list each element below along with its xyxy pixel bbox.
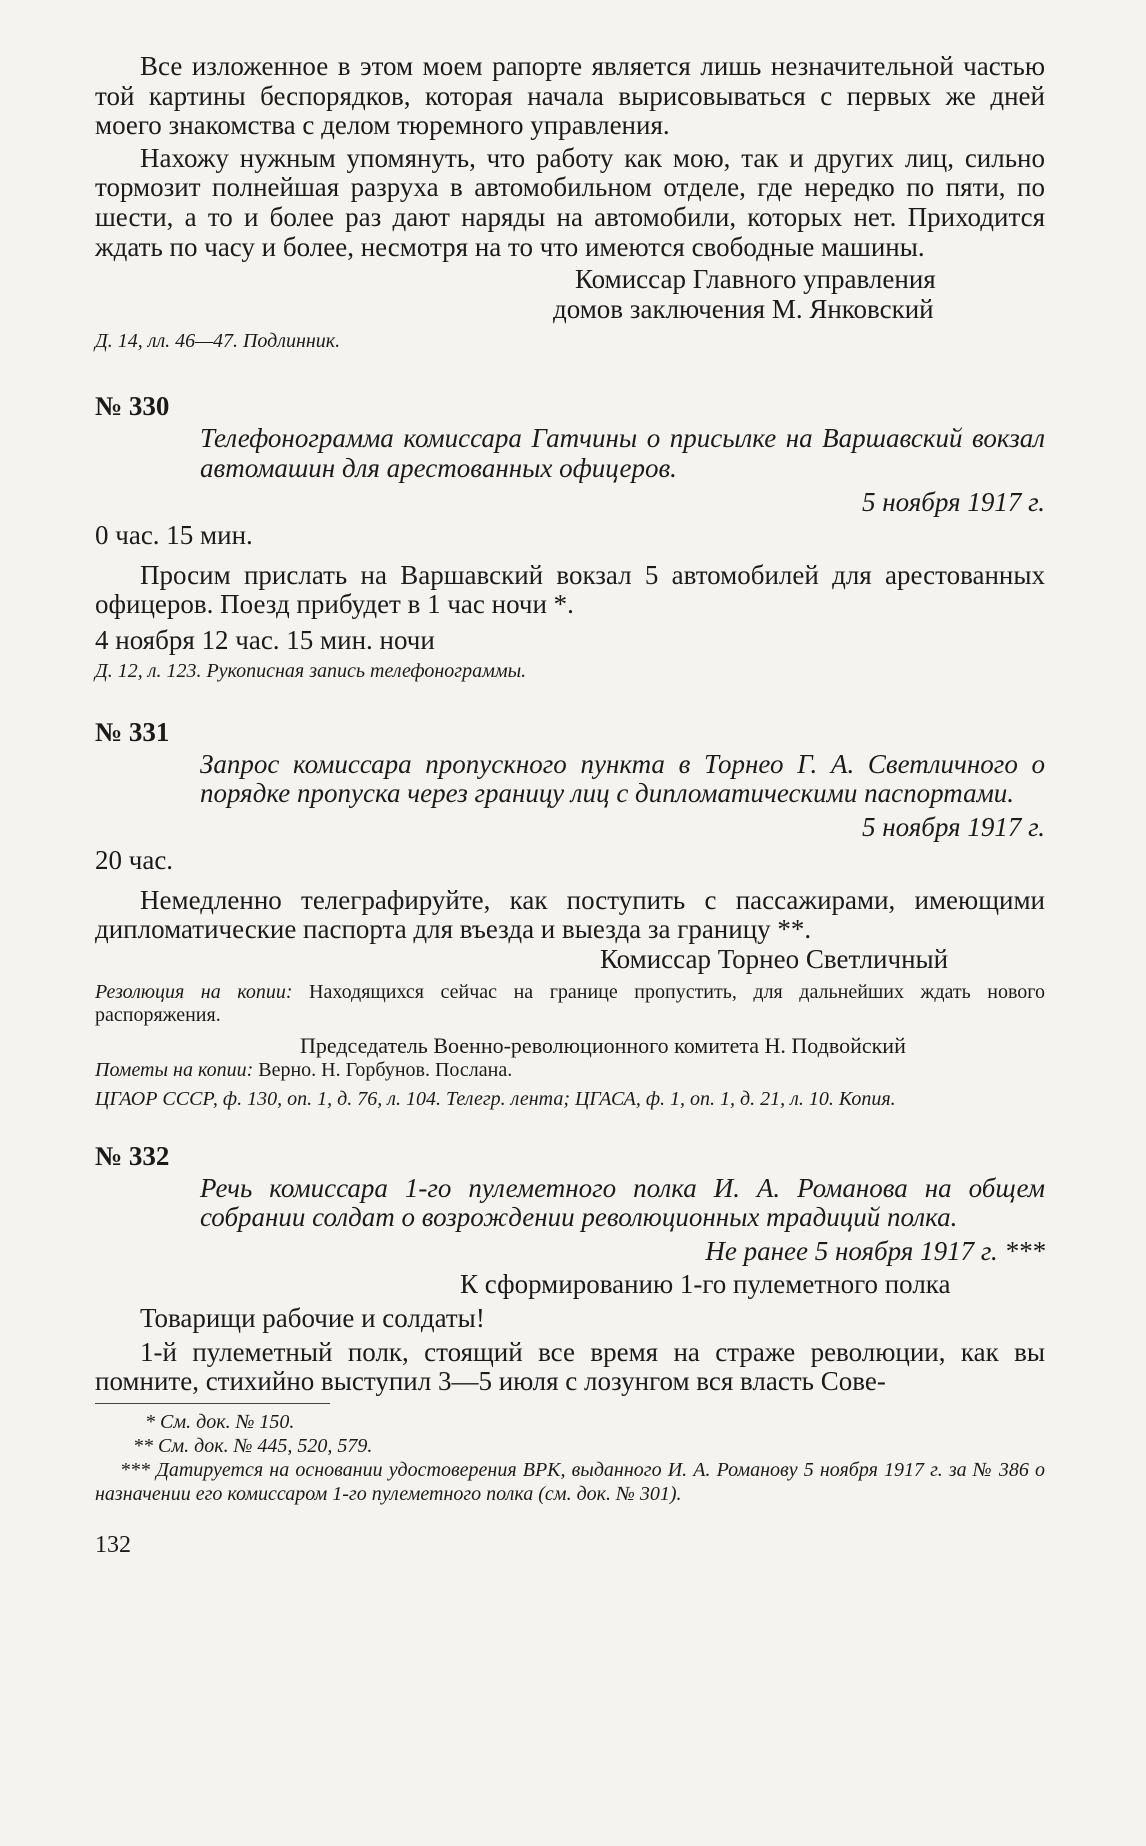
signature-line-2: домов заключения М. Янковский	[553, 293, 934, 324]
doc-331-title: Запрос комиссара пропускного пункта в Торнео Г. А. Светличного о порядке пропуска через границу лиц с дипломатическими паспортами.	[200, 748, 1045, 809]
footnote-2: ** См. док. № 445, 520, 579.	[133, 1434, 373, 1457]
intro-source: Д. 14, лл. 46—47. Подлинник.	[95, 330, 341, 353]
doc-331-number: № 331	[95, 716, 170, 747]
signature-line-1: Комиссар Главного управления	[575, 264, 936, 295]
doc-331-source: ЦГАОР СССР, ф. 130, оп. 1, д. 76, л. 104. Телегр. лента; ЦГАСА, ф. 1, оп. 1, д. 21, л. 10. Копия.	[95, 1087, 896, 1110]
intro-paragraph-1: Все изложенное в этом моем рапорте является лишь незначительной частью той картины беспорядков, которая начала вырисовываться с первых же дней моего знакомства с делом тюремного управления.	[95, 51, 1045, 141]
resolution-label: Резолюция на копии:	[95, 980, 293, 1003]
marks-label: Пометы на копии:	[95, 1058, 254, 1081]
document-page	[95, 52, 1045, 1559]
footnote-3: *** Датируется на основании удостоверения ВРК, выданного И. А. Романову 5 ноября 1917 г. за № 386 о назначении его комиссаром 1-го пулеметного полка (см. док. № 301).	[95, 1458, 1045, 1505]
resolution-text: Находящихся сейчас на границе пропустить, для дальнейших ждать нового распоряжения.	[95, 980, 1045, 1026]
doc-331-marks	[95, 1059, 1045, 1082]
doc-330-title: Телефонограмма комиссара Гатчины о присылке на Варшавский вокзал автомашин для арестованных офицеров.	[200, 423, 1045, 483]
doc-332-title: Речь комиссара 1-го пулеметного полка И. А. Романова на общем собрании солдат о возрождении революционных традиций полка.	[200, 1172, 1045, 1233]
doc-332-body: 1-й пулеметный полк, стоящий все время на страже революции, как вы помните, стихийно выступил 3—5 июля с лозунгом вся власть Сове-	[95, 1336, 1045, 1397]
doc-331-time: 20 час.	[95, 845, 174, 876]
doc-330-body: Просим прислать на Варшавский вокзал 5 автомобилей для арестованных офицеров. Поезд прибудет в 1 час ночи *.	[95, 559, 1045, 620]
page-number: 132	[95, 1531, 131, 1558]
doc-332-date: Не ранее 5 ноября 1917 г. ***	[705, 1235, 1045, 1266]
doc-330-date: 5 ноября 1917 г.	[861, 486, 1045, 517]
doc-332-greeting: Товарищи рабочие и солдаты!	[140, 1303, 485, 1334]
doc-332-heading: К сформированию 1-го пулеметного полка	[460, 1269, 951, 1300]
doc-331-signature: Комиссар Торнео Светличный	[600, 944, 949, 975]
doc-330-time: 0 час. 15 мин.	[95, 520, 253, 551]
marks-text: Верно. Н. Горбунов. Послана.	[258, 1058, 513, 1081]
doc-331-resolution	[95, 981, 1045, 1027]
doc-330-source: Д. 12, л. 123. Рукописная запись телефонограммы.	[95, 659, 527, 682]
resolution-signature: Председатель Военно-революционного комитета Н. Подвойский	[300, 1032, 906, 1058]
doc-331-date: 5 ноября 1917 г.	[861, 811, 1045, 842]
doc-331-body: Немедленно телеграфируйте, как поступить с пассажирами, имеющими дипломатические паспорта для въезда и выезда за границу **.	[95, 884, 1045, 945]
doc-330-number: № 330	[95, 391, 170, 422]
intro-paragraph-2: Нахожу нужным упомянуть, что работу как мою, так и других лиц, сильно тормозит полнейшая разруха в автомобильном отделе, где нередко по пяти, по шести, а то и более раз дают наряды на автомобили, которых нет. Приходится ждать по часу и более, несмотря на то что имеются свободные машины.	[95, 142, 1045, 262]
doc-330-stamp: 4 ноября 12 час. 15 мин. ночи	[95, 624, 435, 655]
footnote-1: * См. док. № 150.	[145, 1410, 295, 1433]
footnote-divider	[95, 1403, 330, 1404]
doc-332-number: № 332	[95, 1140, 170, 1171]
